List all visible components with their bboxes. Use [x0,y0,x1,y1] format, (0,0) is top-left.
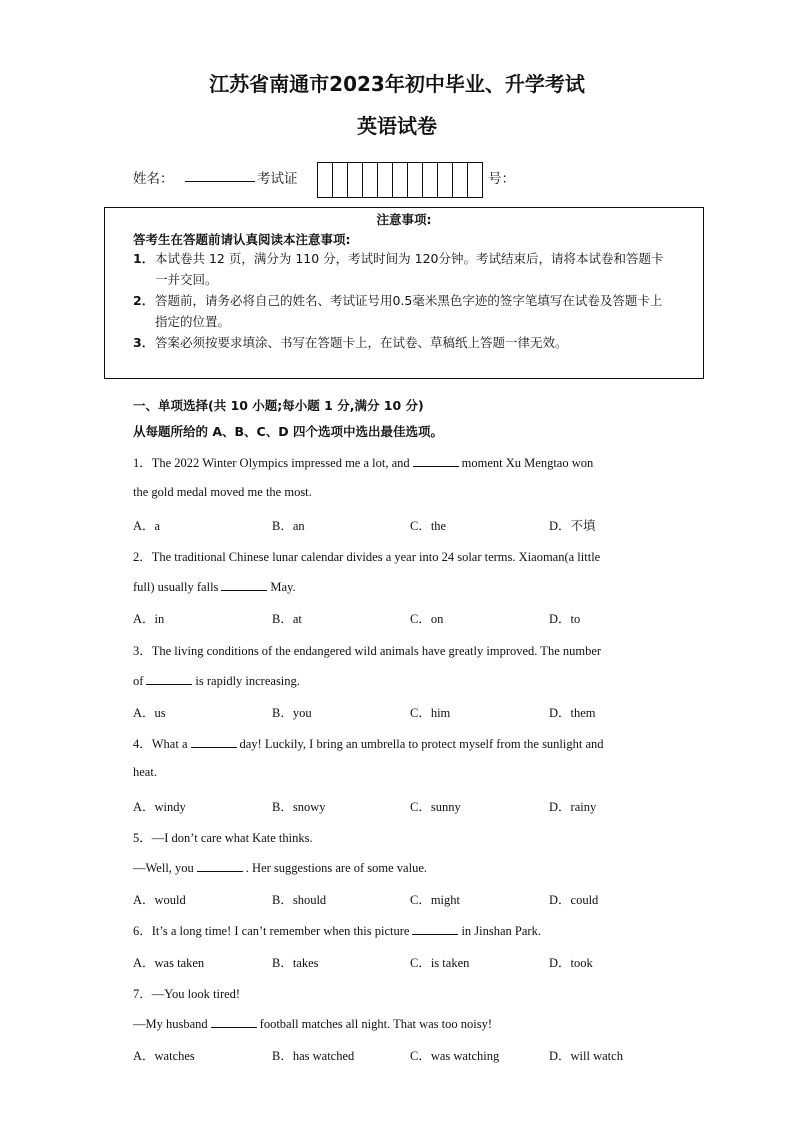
option-d[interactable]: D．them [549,706,596,720]
name-label: 姓名： [133,171,174,187]
question-6-line-1: 6．It’s a long time! I can’t remember when this picture in Jinshan Park. [133,924,541,938]
question-2-line-1: 2．The traditional Chinese lunar calendar divides a year into 24 solar terms. Xiaoman(a little [133,550,601,564]
option-b[interactable]: B．an [272,519,305,533]
notice-intro: 答考生在答题前请认真阅读本注意事项: [133,232,351,247]
notice-item-number: 3． [133,335,155,350]
question-1-line-1: 1．The 2022 Winter Olympics impressed me a lot, and moment Xu Mengtao won [133,456,594,470]
option-a[interactable]: A．would [133,893,186,907]
option-d[interactable]: D．will watch [549,1049,623,1063]
question-5-line-2: —Well, you . Her suggestions are of some value. [133,861,427,875]
option-d[interactable]: D．could [549,893,599,907]
exam-id-label: 考试证 [257,171,298,187]
answer-blank[interactable] [191,735,237,748]
notice-item-text: 答案必须按要求填涂、书写在答题卡上，在试卷、草稿纸上答题一律无效。 [155,335,568,350]
exam-id-digit-box[interactable] [422,163,437,197]
exam-id-digit-box[interactable] [407,163,422,197]
answer-blank[interactable] [146,672,192,685]
exam-id-digit-box[interactable] [392,163,407,197]
notice-item [133,290,673,332]
question-3-line-1: 3．The living conditions of the endangered wild animals have greatly improved. The number [133,644,602,658]
option-b[interactable]: B．at [272,612,302,626]
question-7-line-1: 7．—You look tired! [133,987,241,1001]
option-b[interactable]: B．you [272,706,312,720]
exam-id-boxes[interactable] [317,162,483,198]
option-c[interactable]: C．sunny [410,800,461,814]
answer-blank[interactable] [412,922,458,935]
answer-blank[interactable] [221,578,267,591]
option-a[interactable]: A．windy [133,800,186,814]
answer-blank[interactable] [413,454,459,467]
notice-box [104,207,704,379]
option-b[interactable]: B．snowy [272,800,326,814]
notice-item-text: 本试卷共 12 页，满分为 110 分，考试时间为 120分钟。考试结束后，请将本试卷和答题卡一并交回。 [155,251,664,287]
exam-title: 江苏省南通市2023年初中毕业、升学考试 [209,72,585,96]
name-blank[interactable] [185,181,255,182]
exam-id-digit-box[interactable] [437,163,452,197]
notice-item-number: 1． [133,251,155,266]
question-4-line-2: heat. [133,765,157,779]
number-label: 号： [488,171,515,187]
option-a[interactable]: A．us [133,706,166,720]
option-d[interactable]: D．不填 [549,519,596,533]
option-d[interactable]: D．took [549,956,593,970]
option-b[interactable]: B．takes [272,956,319,970]
exam-id-digit-box[interactable] [377,163,392,197]
question-5-line-1: 5．—I don’t care what Kate thinks. [133,831,313,845]
section-instruction: 从每题所给的 A、B、C、D 四个选项中选出最佳选项。 [133,424,443,439]
exam-id-digit-box[interactable] [362,163,377,197]
notice-title: 注意事项: [376,212,432,227]
answer-blank[interactable] [211,1015,257,1028]
option-d[interactable]: D．rainy [549,800,597,814]
exam-id-digit-box[interactable] [452,163,467,197]
notice-item-text: 答题前，请务必将自己的姓名、考试证号用0.5毫米黑色字迹的签字笔填写在试卷及答题卡上指定的位置。 [155,293,663,329]
option-a[interactable]: A．was taken [133,956,205,970]
option-c[interactable]: C．on [410,612,444,626]
option-b[interactable]: B．has watched [272,1049,355,1063]
question-7-line-2: —My husband football matches all night. That was too noisy! [133,1017,493,1031]
option-b[interactable]: B．should [272,893,327,907]
option-c[interactable]: C．the [410,519,447,533]
exam-id-digit-box[interactable] [347,163,362,197]
notice-item [133,248,673,290]
option-c[interactable]: C．him [410,706,451,720]
option-d[interactable]: D．to [549,612,581,626]
notice-item-number: 2． [133,293,155,308]
option-a[interactable]: A．watches [133,1049,195,1063]
section-heading: 一、单项选择(共 10 小题;每小题 1 分,满分 10 分) [133,398,424,413]
answer-blank[interactable] [197,859,243,872]
option-a[interactable]: A．a [133,519,161,533]
exam-id-digit-box[interactable] [332,163,347,197]
exam-id-digit-box[interactable] [318,163,332,197]
notice-item [133,332,673,353]
question-2-line-2: full) usually falls May. [133,580,296,594]
exam-subtitle: 英语试卷 [357,114,437,138]
question-3-line-2: of is rapidly increasing. [133,674,300,688]
question-4-line-1: 4．What a day! Luckily, I bring an umbrella to protect myself from the sunlight and [133,737,604,751]
option-c[interactable]: C．might [410,893,461,907]
option-c[interactable]: C．was watching [410,1049,500,1063]
exam-id-digit-box[interactable] [467,163,482,197]
question-1-line-2: the gold medal moved me the most. [133,485,312,499]
option-a[interactable]: A．in [133,612,165,626]
option-c[interactable]: C．is taken [410,956,470,970]
